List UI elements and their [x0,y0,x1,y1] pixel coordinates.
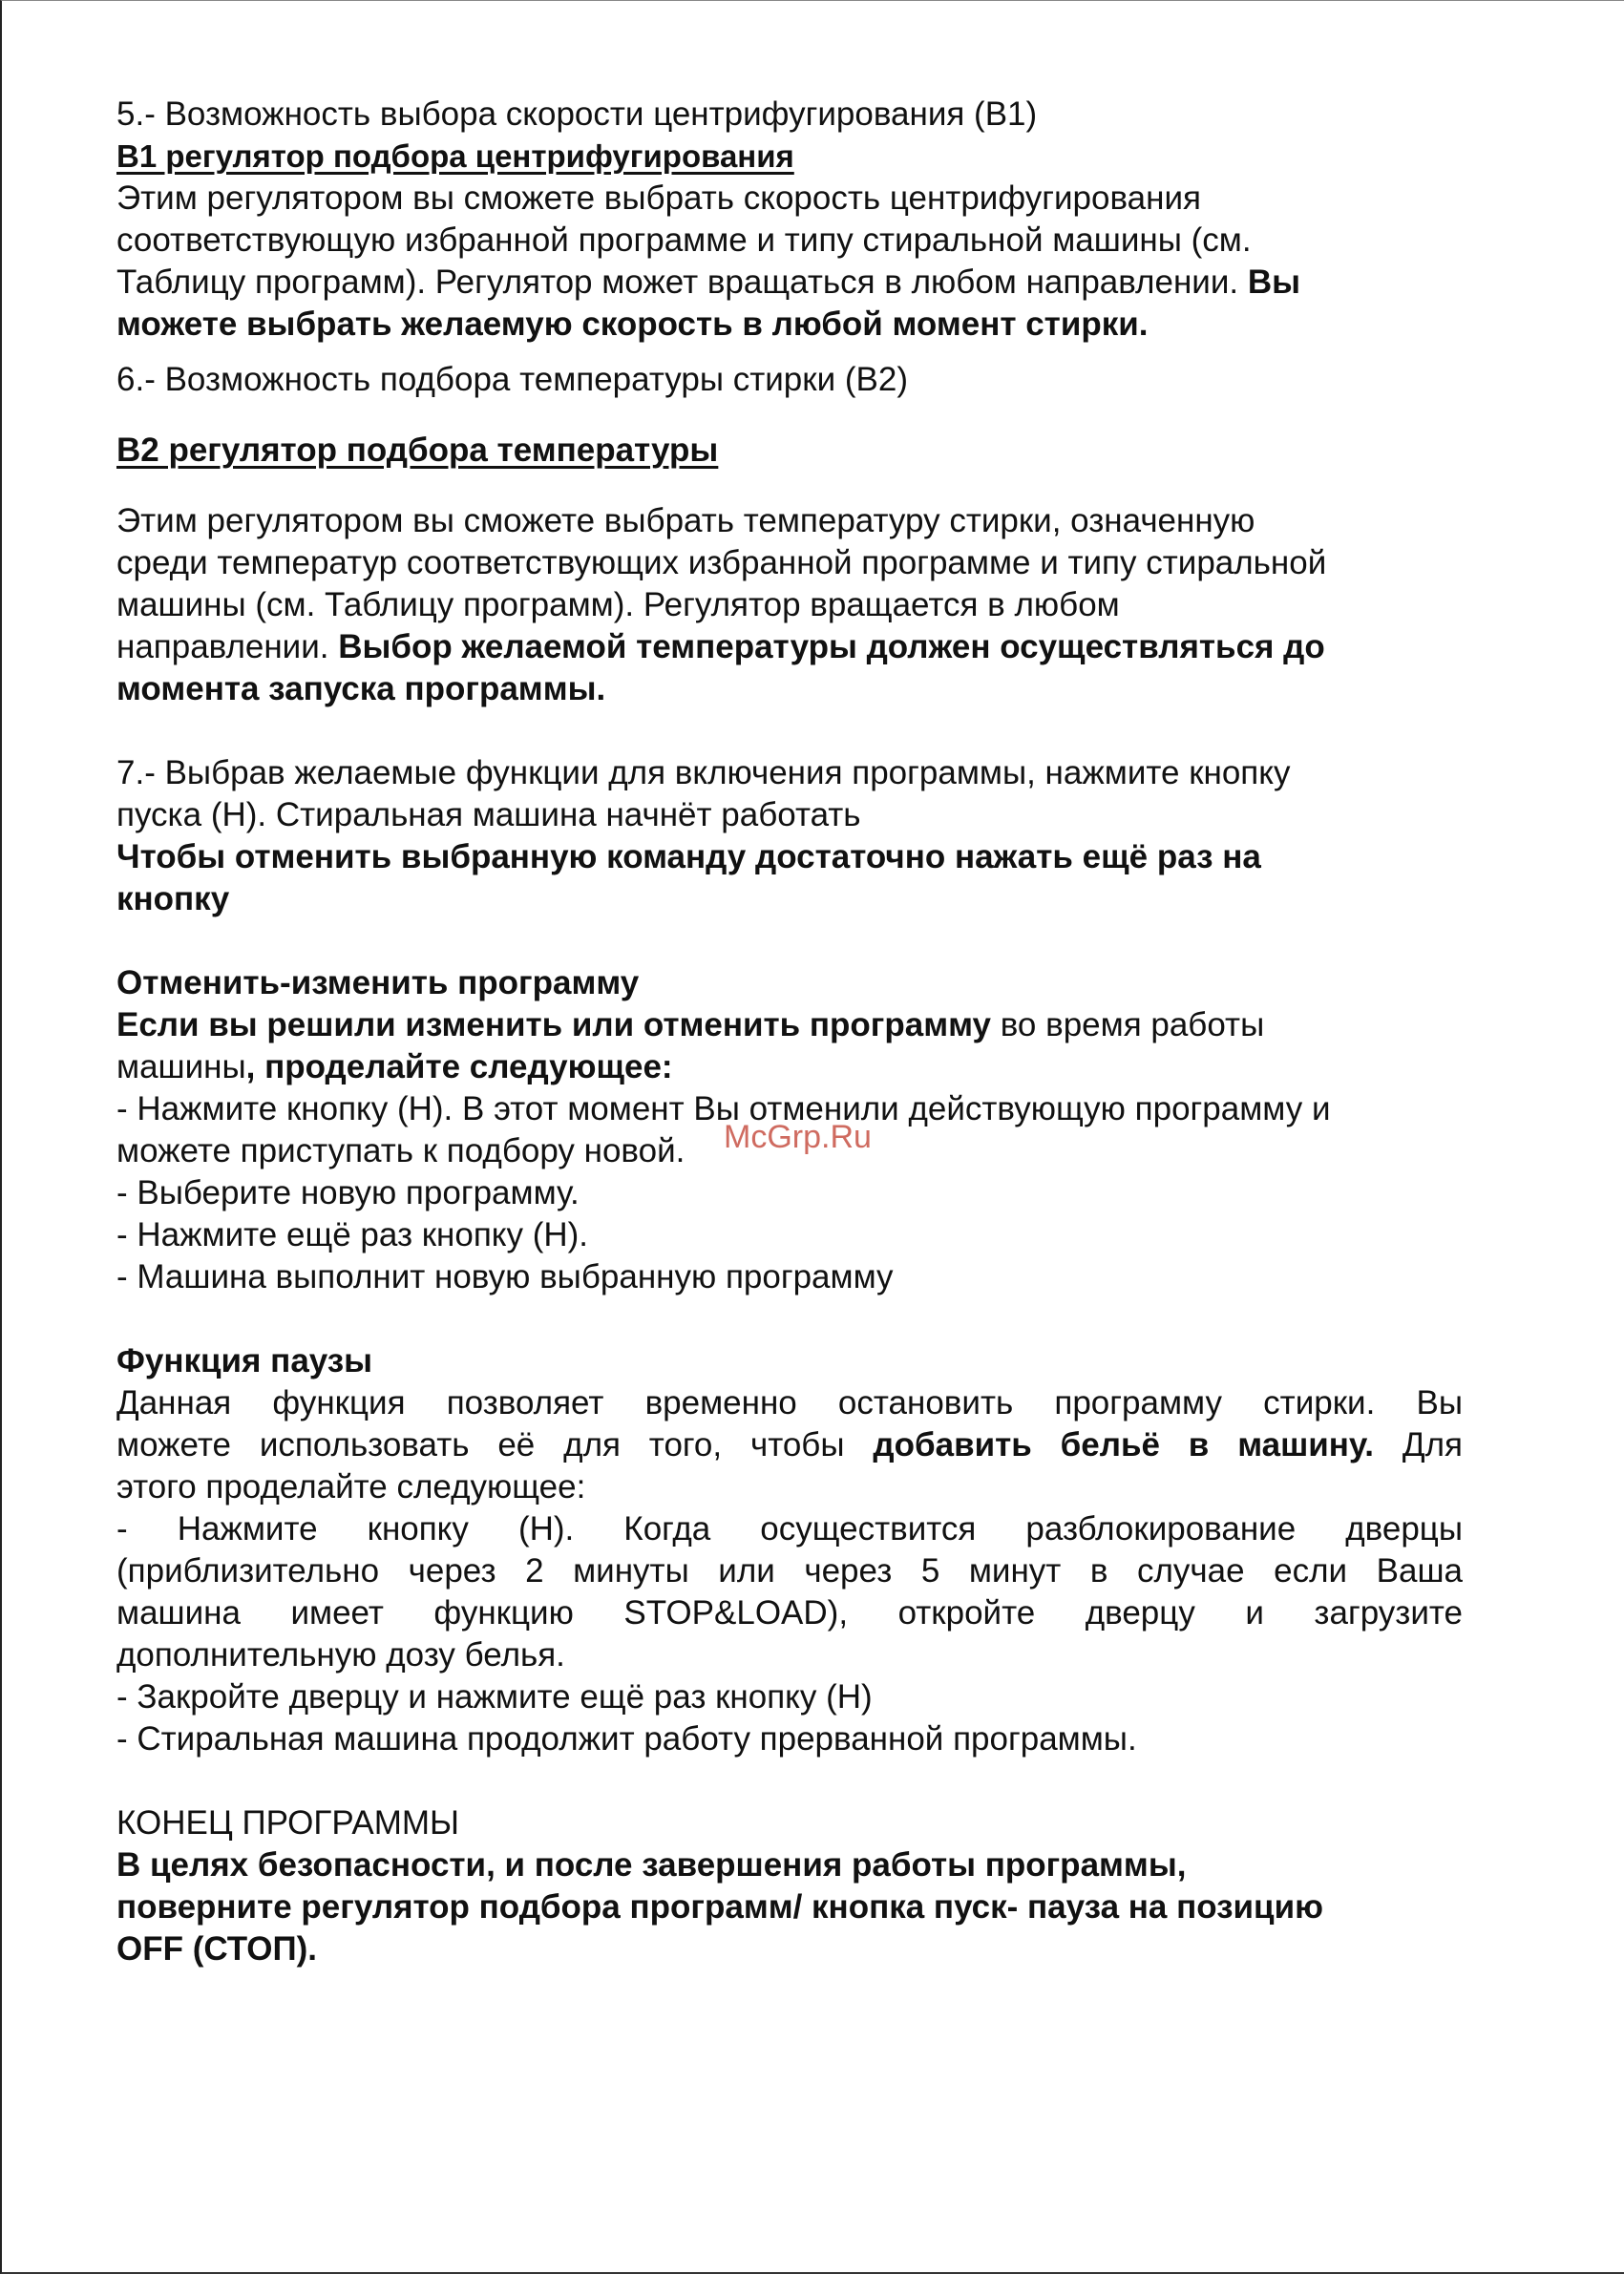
section-5-line-bold: можете выбрать желаемую скорость в любой момент стирки. [116,305,1149,343]
pause-line-bold: добавить бельё в машину. [873,1426,1375,1463]
section-6-line: среди температур соответствующих избранной программе и типу стиральной [116,544,1327,581]
section-7-line-bold: кнопку [116,880,230,917]
cancel-line: можете приступать к подбору новой. [116,1132,685,1169]
section-5-line [116,262,1463,304]
end-line-bold: В целях безопасности, и после завершения работы программы, [116,1846,1187,1884]
section-6-line-bold: Выбор желаемой температуры должен осуществляться до [338,628,1325,665]
document-body [116,94,1463,1970]
section-7-line-bold: Чтобы отменить выбранную команду достаточно нажать ещё раз на [116,838,1261,875]
section-7-line: 7.- Выбрав желаемые функции для включения программы, нажмите кнопку [116,754,1291,791]
cancel-line-bold: Если вы решили изменить или отменить программу [116,1006,991,1043]
pause-line: этого проделайте следующее: [116,1468,586,1505]
cancel-line-text: во время работы [991,1006,1265,1043]
pause-line-text: Для [1374,1426,1463,1463]
cancel-line: - Нажмите кнопку (Н). В этот момент Вы отменили действующую программу и [116,1090,1331,1127]
cancel-line [116,1046,1463,1088]
pause-heading: Функция паузы [116,1342,373,1379]
end-heading: КОНЕЦ ПРОГРАММЫ [116,1804,460,1842]
pause-line: дополнительную дозу белья. [116,1636,565,1674]
end-line-bold: поверните регулятор подбора программ/ кнопка пуск- пауза на позицию [116,1888,1323,1926]
section-6-line [116,626,1463,668]
pause-line: - Стиральная машина продолжит работу прерванной программы. [116,1720,1137,1758]
end-line-bold: OFF (СТОП). [116,1930,318,1968]
section-7-line: пуска (Н). Стиральная машина начнёт работать [116,796,861,833]
section-5-line-bold: Вы [1247,263,1300,301]
section-5-heading: 5.- Возможность выбора скорости центрифугирования (В1) [116,95,1038,133]
cancel-line-text: машины [116,1048,246,1085]
pause-line-text: можете использовать её для того, чтобы [116,1426,874,1463]
section-6-line-text: направлении. [116,628,339,665]
watermark-text: McGrp.Ru [724,1119,872,1155]
section-6-line: машины (см. Таблицу программ). Регулятор вращается в любом [116,586,1120,623]
pause-line: машина имеет функцию STOP&LOAD), откройте дверцу и загрузите [116,1594,1463,1632]
cancel-line [116,1004,1463,1046]
section-5-line-text: Таблицу программ). Регулятор может вращаться в любом направлении. [116,263,1248,301]
section-5-line: Этим регулятором вы сможете выбрать скорость центрифугирования [116,179,1201,217]
section-6-heading: 6.- Возможность подбора температуры стирки (В2) [116,361,908,398]
pause-line: (приблизительно через 2 минуты или через 5 минут в случае если Ваша [116,1552,1463,1590]
section-6-subheading: В2 регулятор подбора температуры [116,432,719,469]
section-6-line: Этим регулятором вы сможете выбрать температуру стирки, означенную [116,502,1255,539]
pause-line [116,1424,1463,1466]
cancel-heading: Отменить-изменить программу [116,964,640,1001]
section-5-subheading: В1 регулятор подбора центрифугирования [116,138,794,174]
cancel-line: - Машина выполнит новую выбранную программу [116,1258,894,1295]
cancel-line-bold: , проделайте следующее: [245,1048,673,1085]
section-5-line: соответствующую избранной программе и типу стиральной машины (см. [116,221,1252,259]
cancel-line: - Выберите новую программу. [116,1174,580,1211]
cancel-line: - Нажмите ещё раз кнопку (Н). [116,1216,589,1253]
pause-line: Данная функция позволяет временно остановить программу стирки. Вы [116,1384,1463,1421]
pause-line: - Нажмите кнопку (Н). Когда осуществится разблокирование дверцы [116,1510,1463,1548]
pause-line: - Закройте дверцу и нажмите ещё раз кнопку (Н) [116,1678,873,1716]
section-6-line-bold: момента запуска программы. [116,670,606,707]
